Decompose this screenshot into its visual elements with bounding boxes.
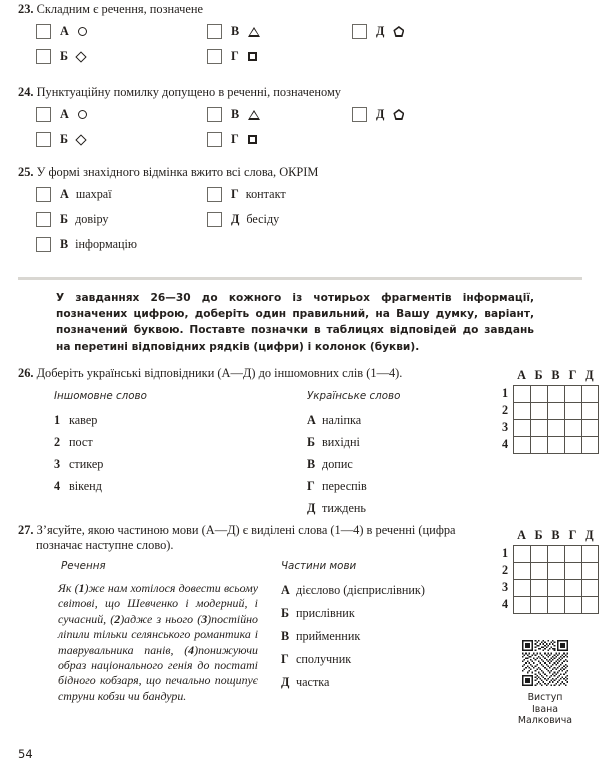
answer-grid-27-cells[interactable]: [513, 545, 599, 614]
option-letter: В: [231, 107, 240, 121]
option-text: бесіду: [246, 212, 280, 226]
grid-cell[interactable]: [582, 580, 599, 597]
option-text: інформацію: [75, 237, 138, 251]
question-23-options: [0, 24, 600, 72]
question-26-left-item-4: [54, 479, 102, 494]
grid-cell[interactable]: [531, 386, 548, 403]
option-25-a[interactable]: [36, 187, 112, 202]
grid-col-a: А: [517, 528, 526, 542]
option-23-v[interactable]: [207, 24, 260, 39]
item-value: вихідні: [322, 435, 360, 449]
option-23-a[interactable]: [36, 24, 87, 39]
item-key: Б: [307, 435, 316, 449]
question-24-heading: [18, 85, 600, 100]
qr-caption-line-3: Малковича: [517, 715, 573, 727]
question-24-options: [0, 107, 600, 155]
question-25: [0, 165, 600, 263]
option-23-d[interactable]: [352, 24, 404, 39]
grid-cell[interactable]: [565, 386, 582, 403]
question-27-right-item-b: [281, 606, 355, 621]
question-27-right-column-title: Частини мови: [281, 560, 357, 572]
grid-cell[interactable]: [514, 437, 531, 454]
item-key: В: [281, 629, 290, 643]
option-letter: Г: [231, 49, 239, 63]
item-key: А: [307, 413, 316, 427]
grid-row-3: 3: [501, 580, 509, 594]
grid-col-v: В: [551, 528, 560, 542]
checkbox-24-d[interactable]: [352, 107, 367, 122]
qr-caption-line-1: Виступ: [527, 692, 563, 703]
option-letter: Г: [231, 132, 239, 146]
question-27-right-item-h: [281, 652, 351, 667]
grid-row-1: 1: [501, 546, 509, 560]
question-27-sentence: [58, 581, 258, 704]
item-key: Г: [307, 479, 315, 493]
answer-grid-26[interactable]: [497, 368, 599, 454]
grid-cell[interactable]: [548, 386, 565, 403]
grid-col-b: Б: [534, 528, 543, 542]
checkbox-23-b[interactable]: [36, 49, 51, 64]
triangle-icon: [248, 27, 260, 37]
grid-col-v: В: [551, 368, 560, 382]
grid-cell[interactable]: [514, 386, 531, 403]
fragment-text: )же нам хотілося довести всьому світові, що Шевченко і модерний, і сучасний, (: [58, 581, 258, 626]
checkbox-25-v[interactable]: [36, 237, 51, 252]
checkbox-23-v[interactable]: [207, 24, 222, 39]
option-letter: А: [60, 187, 69, 201]
pentagon-icon: [393, 26, 404, 37]
answer-grid-26-body: [497, 385, 599, 454]
diamond-icon: [75, 134, 86, 145]
option-letter: Б: [60, 132, 69, 146]
fragment-marker: 2: [114, 611, 121, 626]
qr-code-graphic: [522, 640, 568, 686]
grid-cell[interactable]: [548, 580, 565, 597]
question-26-right-item-d: [307, 501, 366, 516]
question-27-right-item-a: [281, 583, 425, 598]
qr-caption: [500, 692, 590, 727]
grid-cell[interactable]: [565, 563, 582, 580]
grid-cell[interactable]: [531, 437, 548, 454]
item-key: 4: [54, 479, 61, 493]
item-value: прийменник: [296, 629, 361, 643]
question-27-number: 27.: [18, 523, 34, 537]
circle-icon: [78, 110, 87, 119]
question-26-right-item-h: [307, 479, 367, 494]
grid-row-4: 4: [501, 437, 509, 451]
item-value: сполучник: [296, 652, 352, 666]
item-value: наліпка: [322, 413, 362, 427]
grid-cell[interactable]: [582, 597, 599, 614]
grid-row-3: 3: [501, 420, 509, 434]
pentagon-icon: [393, 109, 404, 120]
item-key: Г: [281, 652, 289, 666]
checkbox-24-b[interactable]: [36, 132, 51, 147]
item-key: В: [307, 457, 316, 471]
checkbox-23-d[interactable]: [352, 24, 367, 39]
grid-cell[interactable]: [548, 403, 565, 420]
diamond-icon: [75, 51, 86, 62]
grid-col-d: Д: [585, 528, 594, 542]
question-27-left-column-title: Речення: [61, 560, 106, 572]
option-25-h[interactable]: [207, 187, 286, 202]
item-value: переспів: [322, 479, 367, 493]
fragment-marker: 3: [201, 611, 208, 626]
item-key: 2: [54, 435, 61, 449]
option-letter: Д: [231, 212, 240, 226]
checkbox-24-a[interactable]: [36, 107, 51, 122]
item-value: дієслово (дієприслівник): [296, 583, 425, 597]
grid-cell[interactable]: [531, 403, 548, 420]
answer-grid-27-body: [497, 545, 599, 614]
question-26-text: Доберіть українські відповідники (А—Д) до іншомовних слів (1—4).: [36, 366, 403, 380]
question-23: [0, 2, 600, 72]
grid-row-2: 2: [501, 563, 509, 577]
grid-cell[interactable]: [514, 580, 531, 597]
item-value: кавер: [69, 413, 98, 427]
option-24-v[interactable]: [207, 107, 260, 122]
grid-col-h: Г: [568, 368, 577, 382]
grid-cell[interactable]: [514, 546, 531, 563]
fragment-text: Як (: [58, 581, 79, 595]
question-23-number: 23.: [18, 2, 34, 16]
fragment-text: )постійно ліпили тільки селянського романтика і таврувальника панів, (: [58, 611, 258, 657]
answer-grid-26-columns: [513, 368, 599, 383]
grid-cell[interactable]: [565, 420, 582, 437]
checkbox-25-h[interactable]: [207, 187, 222, 202]
item-value: тиждень: [322, 501, 366, 515]
question-26-right-item-b: [307, 435, 360, 450]
option-24-b[interactable]: [36, 132, 85, 147]
question-24-text: Пунктуаційну помилку допущено в реченні, позначеному: [36, 85, 342, 99]
checkbox-25-d[interactable]: [207, 212, 222, 227]
grid-cell[interactable]: [548, 420, 565, 437]
option-text: шахраї: [75, 187, 112, 201]
grid-cell[interactable]: [548, 437, 565, 454]
option-text: довіру: [75, 212, 109, 226]
grid-col-h: Г: [568, 528, 577, 542]
grid-cell[interactable]: [548, 597, 565, 614]
grid-cell[interactable]: [565, 580, 582, 597]
grid-cell[interactable]: [514, 420, 531, 437]
item-value: частка: [296, 675, 330, 689]
fragment-text: )адже з нього (: [120, 611, 202, 626]
answer-grid-26-cells[interactable]: [513, 385, 599, 454]
grid-cell[interactable]: [582, 546, 599, 563]
triangle-icon: [248, 110, 260, 120]
grid-cell[interactable]: [582, 420, 599, 437]
question-26-right-item-v: [307, 457, 353, 472]
option-24-d[interactable]: [352, 107, 404, 122]
item-value: вікенд: [69, 479, 102, 493]
answer-grid-26-rows: [497, 385, 513, 454]
grid-row-4: 4: [501, 597, 509, 611]
question-23-text: Складним є речення, позначене: [36, 2, 203, 16]
option-24-h[interactable]: [207, 132, 257, 147]
fragment-marker: 4: [188, 642, 195, 657]
grid-cell[interactable]: [514, 597, 531, 614]
question-27-right-item-d: [281, 675, 329, 690]
item-value: пост: [69, 435, 93, 449]
question-25-heading: [18, 165, 600, 180]
instruction-paragraph: У завданнях 26—30 до кожного із чотирьох фрагментів інформації, позначених цифрою, доберіть один правильний, на Вашу думку, варіант, позначений буквою. Поставте позначки в таблицях відповідей до завдань на перетині відповідних рядків (цифри) і колонок (букви).: [56, 292, 534, 353]
item-value: прислівник: [296, 606, 355, 620]
question-26-left-item-2: [54, 435, 93, 450]
grid-cell[interactable]: [531, 420, 548, 437]
option-letter: Б: [60, 49, 69, 63]
answer-grid-27-rows: [497, 545, 513, 614]
grid-cell[interactable]: [582, 437, 599, 454]
question-24-number: 24.: [18, 85, 34, 99]
question-25-text: У формі знахідного відмінка вжито всі слова, ОКРІМ: [36, 165, 319, 179]
grid-cell[interactable]: [531, 546, 548, 563]
checkbox-25-b[interactable]: [36, 212, 51, 227]
checkbox-23-h[interactable]: [207, 49, 222, 64]
option-25-d[interactable]: [207, 212, 279, 227]
fragment-text: )понижуючи образ національного генія до постаті бідного кобзаря, що печально пощипує струни кобзи чи бандури.: [58, 642, 258, 703]
square-icon: [248, 135, 257, 144]
grid-row-2: 2: [501, 403, 509, 417]
option-letter: В: [60, 237, 69, 251]
question-27-text: З’ясуйте, якою частиною мови (А—Д) є виділені слова (1—4) в реченні (цифра позначає наступне слово).: [36, 523, 456, 552]
option-25-b[interactable]: [36, 212, 109, 227]
grid-cell[interactable]: [514, 563, 531, 580]
qr-caption-line-2: Івана: [532, 703, 558, 715]
checkbox-25-a[interactable]: [36, 187, 51, 202]
circle-icon: [78, 27, 87, 36]
option-letter: Г: [231, 187, 239, 201]
grid-row-1: 1: [501, 386, 509, 400]
option-letter: А: [60, 107, 69, 121]
item-key: Д: [307, 501, 316, 515]
grid-cell[interactable]: [565, 597, 582, 614]
grid-col-b: Б: [534, 368, 543, 382]
question-26-left-item-3: [54, 457, 103, 472]
grid-cell[interactable]: [514, 403, 531, 420]
grid-cell[interactable]: [582, 403, 599, 420]
grid-cell[interactable]: [548, 546, 565, 563]
page-number: 54: [18, 747, 33, 761]
answer-grid-27-columns: [513, 528, 599, 543]
item-value: допис: [322, 457, 353, 471]
question-26-number: 26.: [18, 366, 34, 380]
item-key: А: [281, 583, 290, 597]
option-23-b[interactable]: [36, 49, 85, 64]
grid-cell[interactable]: [531, 563, 548, 580]
question-25-options: [0, 187, 600, 263]
grid-cell[interactable]: [548, 563, 565, 580]
qr-code[interactable]: [522, 640, 568, 686]
item-key: Б: [281, 606, 290, 620]
item-key: 1: [54, 413, 61, 427]
grid-cell[interactable]: [565, 437, 582, 454]
checkbox-24-h[interactable]: [207, 132, 222, 147]
item-value: стикер: [69, 457, 104, 471]
grid-cell[interactable]: [565, 546, 582, 563]
item-key: 3: [54, 457, 61, 471]
option-24-a[interactable]: [36, 107, 87, 122]
question-27-right-item-v: [281, 629, 360, 644]
checkbox-23-a[interactable]: [36, 24, 51, 39]
option-letter: Д: [376, 24, 385, 38]
grid-col-a: А: [517, 368, 526, 382]
item-key: Д: [281, 675, 290, 689]
question-26-left-column-title: Іншомовне слово: [54, 390, 147, 402]
question-24: [0, 85, 600, 155]
grid-cell[interactable]: [531, 597, 548, 614]
question-26-right-column-title: Українське слово: [307, 390, 401, 402]
section-divider: [18, 277, 582, 280]
question-23-heading: [18, 2, 600, 17]
answer-grid-27[interactable]: [497, 528, 599, 614]
option-letter: А: [60, 24, 69, 38]
grid-cell[interactable]: [531, 580, 548, 597]
checkbox-24-v[interactable]: [207, 107, 222, 122]
option-letter: Д: [376, 107, 385, 121]
question-25-number: 25.: [18, 165, 34, 179]
grid-col-d: Д: [585, 368, 594, 382]
grid-cell[interactable]: [582, 386, 599, 403]
square-icon: [248, 52, 257, 61]
option-25-v[interactable]: [36, 237, 137, 252]
option-23-h[interactable]: [207, 49, 257, 64]
fragment-marker: 1: [78, 581, 85, 595]
option-letter: Б: [60, 212, 69, 226]
question-26-right-item-a: [307, 413, 361, 428]
option-text: контакт: [245, 187, 286, 201]
grid-cell[interactable]: [565, 403, 582, 420]
grid-cell[interactable]: [582, 563, 599, 580]
question-26-left-item-1: [54, 413, 97, 428]
option-letter: В: [231, 24, 240, 38]
